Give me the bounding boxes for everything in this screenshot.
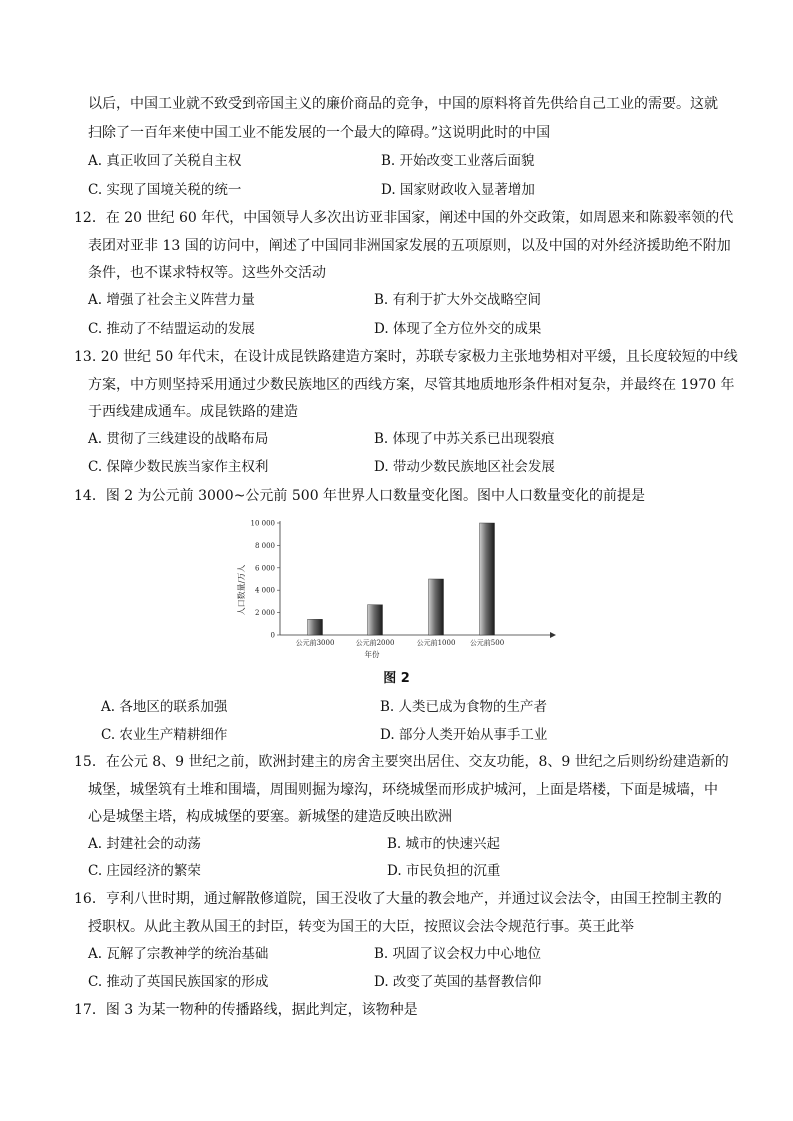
bar-1 (308, 619, 323, 635)
x-tick-label: 公元前1000 (416, 639, 456, 647)
y-tick-label: 2 000 (254, 609, 275, 618)
y-axis-label: 人口数量/万人 (237, 564, 246, 616)
y-tick-label: 4 000 (254, 586, 275, 595)
x-ticks (296, 638, 505, 647)
q12-line-2: 表团对亚非 13 国的访问中，阐述了中国同非洲国家发展的五项原则，以及中国的对外经济援助绝不附加 (88, 238, 731, 254)
bar-3 (429, 579, 444, 635)
q16-option-c[interactable]: C. 推动了英国民族国家的形成 (88, 974, 269, 990)
q11-option-a[interactable]: A. 真正收回了关税自主权 (88, 153, 242, 169)
figure-2-caption: 图 2 (383, 671, 410, 686)
q12-option-b[interactable]: B. 有利于扩大外交战略空间 (374, 292, 542, 308)
q11-line-1: 以后，中国工业就不致受到帝国主义的廉价商品的竞争，中国的原料将首先供给自己工业的需要。这就 (88, 96, 718, 112)
y-tick-label: 10 000 (250, 519, 275, 528)
q14-option-d[interactable]: D. 部分人类开始从事手工业 (380, 727, 548, 743)
y-axis-label-group (236, 565, 246, 616)
q11-option-d[interactable]: D. 国家财政收入显著增加 (381, 182, 535, 198)
q14-option-b[interactable]: B. 人类已成为食物的生产者 (380, 699, 548, 715)
q15-option-c[interactable]: C. 庄园经济的繁荣 (88, 863, 201, 879)
y-tick-label: 8 000 (254, 541, 275, 550)
q13-line-2: 方案，中方则坚持采用通过少数民族地区的西线方案，尽管其地质地形条件相对复杂，并最终在 1970 年 (88, 377, 735, 393)
y-tick-label: 0 (270, 631, 275, 640)
bar-2 (368, 605, 383, 635)
q12-option-d[interactable]: D. 体现了全方位外交的成果 (374, 321, 542, 337)
q13-option-d[interactable]: D. 带动少数民族地区社会发展 (374, 459, 555, 475)
q13-line-1: 13. 20 世纪 50 年代末，在设计成昆铁路建造方案时，苏联专家极力主张地势相对平缓，且长度较短的中线 (74, 349, 738, 365)
q15-line-1: 15．在公元 8、9 世纪之前，欧洲封建主的房舍主要突出居住、交友功能，8、9 世纪之后则纷纷建造新的 (74, 754, 729, 770)
y-ticks (251, 520, 281, 640)
x-axis-label: 年份 (364, 650, 380, 659)
q15-line-3: 心是城堡主塔，构成城堡的要塞。新城堡的建造反映出欧洲 (88, 809, 452, 825)
q11-option-c[interactable]: C. 实现了国境关税的统一 (88, 182, 242, 198)
q12-line-1: 12．在 20 世纪 60 年代，中国领导人多次出访亚非国家，阐述中国的外交政策，如周恩来和陈毅率领的代 (74, 210, 734, 226)
q15-option-a[interactable]: A. 封建社会的动荡 (88, 836, 201, 852)
q14-option-c[interactable]: C. 农业生产精耕细作 (101, 727, 228, 743)
q13-option-c[interactable]: C. 保障少数民族当家作主权利 (88, 459, 269, 475)
q16-option-b[interactable]: B. 巩固了议会权力中心地位 (374, 946, 542, 962)
q13-line-3: 于西线建成通车。成昆铁路的建造 (88, 404, 298, 420)
x-tick-label: 公元前3000 (295, 639, 335, 647)
q14-option-a[interactable]: A. 各地区的联系加强 (101, 699, 228, 715)
q16-line-2: 授职权。从此主教从国王的封臣，转变为国王的大臣，按照议会法令规范行事。英王此举 (88, 919, 634, 935)
q11-line-2: 扫除了一百年来使中国工业不能发展的一个最大的障碍。”这说明此时的中国 (88, 125, 551, 141)
q14-line-1: 14．图 2 为公元前 3000~公元前 500 年世界人口数量变化图。图中人口数量变化的前提是 (74, 488, 646, 504)
q11-option-b[interactable]: B. 开始改变工业落后面貌 (381, 153, 535, 169)
x-tick-label: 公元前2000 (355, 639, 395, 647)
q12-option-a[interactable]: A. 增强了社会主义阵营力量 (88, 292, 255, 308)
bar-4 (480, 523, 495, 635)
q16-option-a[interactable]: A. 瓦解了宗教神学的统治基础 (88, 946, 269, 962)
q13-option-b[interactable]: B. 体现了中苏关系已出现裂痕 (374, 431, 555, 447)
y-tick-label: 6 000 (254, 564, 275, 573)
q15-option-b[interactable]: B. 城市的快速兴起 (387, 836, 501, 852)
x-tick-label: 公元前500 (469, 639, 505, 647)
q12-line-3: 条件，也不谋求特权等。这些外交活动 (88, 265, 326, 281)
q15-option-d[interactable]: D. 市民负担的沉重 (387, 863, 501, 879)
population-bar-chart (232, 515, 562, 665)
q16-option-d[interactable]: D. 改变了英国的基督教信仰 (374, 974, 542, 990)
q12-option-c[interactable]: C. 推动了不结盟运动的发展 (88, 321, 255, 337)
x-axis-arrow (550, 632, 556, 638)
q15-line-2: 城堡，城堡筑有土堆和围墙，周围则掘为壕沟，环绕城堡而形成护城河，上面是塔楼，下面是城墙，中 (88, 782, 718, 798)
q13-option-a[interactable]: A. 贯彻了三线建设的战略布局 (88, 431, 269, 447)
q17-line-1: 17．图 3 为某一物种的传播路线，据此判定，该物种是 (74, 1002, 418, 1018)
bars (308, 523, 495, 635)
q16-line-1: 16．亨利八世时期，通过解散修道院，国王没收了大量的教会地产，并通过议会法令，由国王控制主教的 (74, 891, 722, 907)
